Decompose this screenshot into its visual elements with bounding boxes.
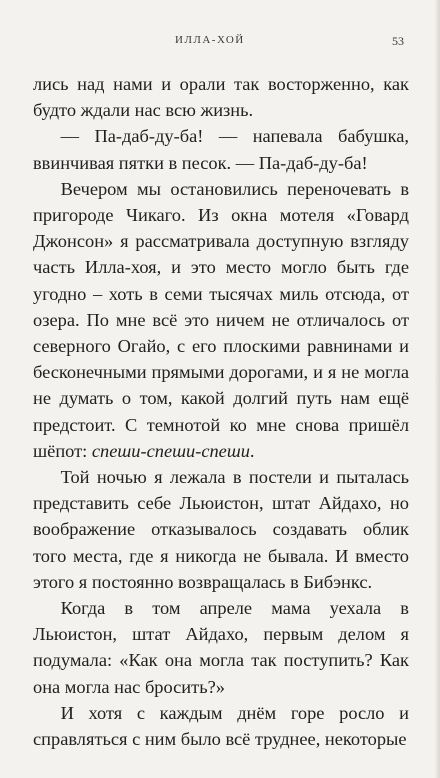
paragraph-3 — [33, 176, 409, 464]
running-title: ИЛЛА-ХОЙ — [175, 34, 245, 46]
paragraph-3-end: . — [249, 440, 255, 461]
paragraph-5: Когда в том апреле мама уехала в Льюистон, штат Айдахо, первым делом я подумала: «Как она могла так поступить? Как она могла нас бросить?» — [33, 598, 409, 697]
paragraph-3-text: Вечером мы остановились переночевать в пригороде Чикаго. Из окна мотеля «Говард Джонсон» я рассматривала доступную взгляду часть Илла-хоя, и это место могло быть где угодно – хоть в семи тысячах миль отсюда, от озера. По мне всё это ничем не отличалось от северного Огайо, с его плоскими равнинами и бесконечными прямыми дорогами, и я не могла не думать о том, какой долгий путь нам ещё предстоит. С темнотой ко мне снова пришёл шёпот: — [33, 178, 409, 461]
paragraph-4: Той ночью я лежала в постели и пыталась представить себе Льюистон, штат Айдахо, но воображение отказывалось создавать облик того места, где я никогда не бывала. И вместо этого я постоянно возвращалась в Бибэнкс. — [33, 467, 409, 592]
body-text — [33, 71, 409, 752]
page-number: 53 — [392, 34, 404, 48]
paragraph-1: лись над нами и орали так восторженно, как будто ждали нас всю жизнь. — [33, 74, 409, 121]
whisper-emphasis: спеши-спеши-спеши — [91, 440, 250, 461]
page-header — [0, 34, 440, 54]
paragraph-6: И хотя с каждым днём горе росло и справляться с ним было всё труднее, некоторые — [33, 702, 409, 750]
page-edge-shadow — [434, 0, 440, 778]
paragraph-2: — Па-даб-ду-ба! — напевала бабушка, ввинчивая пятки в песок. — Па-даб-ду-ба! — [33, 126, 409, 173]
